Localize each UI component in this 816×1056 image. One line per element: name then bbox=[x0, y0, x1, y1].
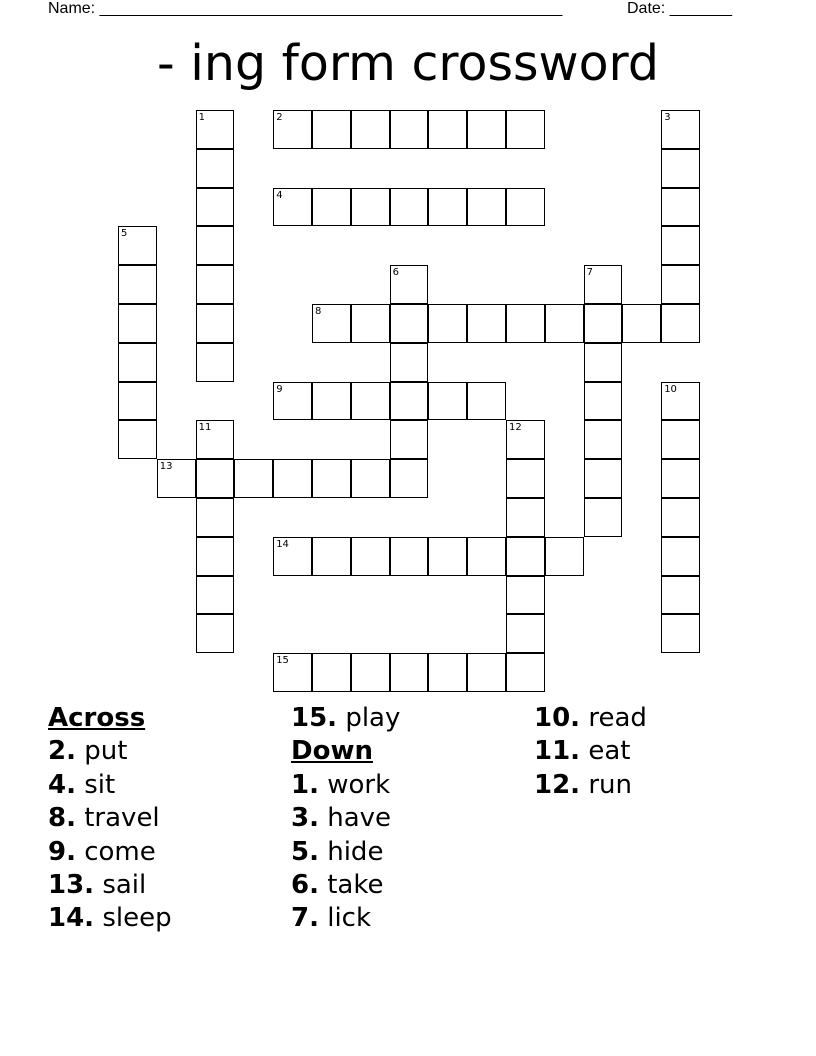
crossword-cell[interactable] bbox=[312, 459, 351, 498]
clue-item-text: travel bbox=[84, 803, 160, 834]
crossword-cell[interactable] bbox=[390, 382, 429, 421]
clue-section-heading: Across bbox=[48, 703, 146, 733]
clue-item-text: sleep bbox=[102, 903, 172, 934]
clue-item bbox=[48, 902, 288, 935]
clue-number: 1 bbox=[198, 112, 205, 123]
crossword-cell[interactable] bbox=[390, 265, 429, 304]
crossword-cell[interactable] bbox=[467, 653, 506, 692]
crossword-cell[interactable] bbox=[506, 498, 545, 537]
crossword-cell[interactable] bbox=[661, 459, 700, 498]
crossword-cell[interactable] bbox=[506, 576, 545, 615]
crossword-cell[interactable] bbox=[351, 382, 390, 421]
crossword-cell[interactable] bbox=[273, 382, 312, 421]
crossword-cell[interactable] bbox=[506, 110, 545, 149]
crossword-cell[interactable] bbox=[467, 382, 506, 421]
clue-item bbox=[48, 836, 288, 869]
crossword-cell[interactable] bbox=[506, 459, 545, 498]
clue-item bbox=[291, 802, 531, 835]
crossword-cell[interactable] bbox=[118, 304, 157, 343]
clue-item bbox=[291, 702, 531, 735]
crossword-cell[interactable] bbox=[196, 498, 235, 537]
clue-item bbox=[534, 769, 774, 802]
clue-number: 7 bbox=[586, 267, 593, 279]
crossword-cell[interactable] bbox=[312, 653, 351, 692]
clue-item-text: take bbox=[327, 869, 384, 900]
crossword-cell[interactable] bbox=[273, 110, 312, 149]
crossword-cell[interactable] bbox=[273, 459, 312, 498]
crossword-cell[interactable] bbox=[196, 188, 235, 227]
clue-item-number: 15. bbox=[291, 703, 338, 733]
crossword-cell[interactable] bbox=[312, 110, 351, 149]
crossword-cell[interactable] bbox=[622, 304, 661, 343]
clue-item bbox=[291, 869, 531, 902]
crossword-cell[interactable] bbox=[390, 110, 429, 149]
crossword-cell[interactable] bbox=[428, 382, 467, 421]
crossword-cell[interactable] bbox=[506, 614, 545, 653]
clue-item-text: hide bbox=[327, 836, 384, 867]
crossword-cell[interactable] bbox=[351, 304, 390, 343]
clue-item bbox=[48, 769, 288, 802]
clue-item-number: 9. bbox=[48, 836, 76, 867]
crossword-cell[interactable] bbox=[584, 382, 623, 421]
clue-column-2 bbox=[291, 702, 531, 936]
clue-item-text: sit bbox=[84, 769, 116, 800]
clue-item-number: 13. bbox=[48, 869, 95, 900]
crossword-cell[interactable] bbox=[351, 537, 390, 576]
crossword-cell[interactable] bbox=[312, 382, 351, 421]
crossword-cell[interactable] bbox=[506, 188, 545, 227]
crossword-cell[interactable] bbox=[545, 304, 584, 343]
crossword-cell[interactable] bbox=[196, 576, 235, 615]
crossword-cell[interactable] bbox=[584, 498, 623, 537]
crossword-cell[interactable] bbox=[196, 226, 235, 265]
crossword-cell[interactable] bbox=[467, 110, 506, 149]
crossword-cell[interactable] bbox=[428, 110, 467, 149]
crossword-cell[interactable] bbox=[312, 304, 351, 343]
crossword-cell[interactable] bbox=[196, 265, 235, 304]
crossword-cell[interactable] bbox=[545, 537, 584, 576]
crossword-cell[interactable] bbox=[390, 653, 429, 692]
crossword-cell[interactable] bbox=[506, 304, 545, 343]
crossword-cell[interactable] bbox=[351, 188, 390, 227]
crossword-cell[interactable] bbox=[118, 382, 157, 421]
crossword-cell[interactable] bbox=[661, 614, 700, 653]
clue-item-text: have bbox=[327, 803, 392, 834]
crossword-cell[interactable] bbox=[584, 265, 623, 304]
crossword-cell[interactable] bbox=[312, 537, 351, 576]
crossword-cell[interactable] bbox=[506, 537, 545, 576]
clue-column-3 bbox=[534, 702, 774, 802]
crossword-cell[interactable] bbox=[584, 304, 623, 343]
clue-column-1 bbox=[48, 702, 288, 936]
crossword-cell[interactable] bbox=[428, 653, 467, 692]
clue-item bbox=[291, 902, 531, 935]
clue-item bbox=[291, 769, 531, 802]
clue-item-text: play bbox=[345, 703, 401, 733]
clue-item-text: read bbox=[588, 703, 647, 733]
clue-item-number: 11. bbox=[534, 736, 581, 767]
clue-item bbox=[48, 735, 288, 768]
crossword-cell[interactable] bbox=[351, 459, 390, 498]
crossword-cell[interactable] bbox=[273, 188, 312, 227]
clue-number: 15 bbox=[276, 655, 289, 667]
crossword-cell[interactable] bbox=[157, 459, 196, 498]
crossword-cell[interactable] bbox=[390, 343, 429, 382]
crossword-cell[interactable] bbox=[390, 188, 429, 227]
date-field-label: Date: _______ bbox=[627, 0, 732, 17]
crossword-cell[interactable] bbox=[661, 576, 700, 615]
clue-number: 8 bbox=[315, 306, 322, 317]
crossword-cell[interactable] bbox=[467, 188, 506, 227]
crossword-cell[interactable] bbox=[312, 188, 351, 227]
clue-item-number: 4. bbox=[48, 769, 76, 800]
clue-item-text: sail bbox=[102, 869, 147, 900]
crossword-cell[interactable] bbox=[196, 614, 235, 653]
clue-item-text: work bbox=[327, 769, 391, 800]
clue-number: 6 bbox=[392, 267, 399, 279]
clue-item-number: 5. bbox=[291, 836, 319, 867]
crossword-cell[interactable] bbox=[196, 110, 235, 149]
clue-number: 5 bbox=[121, 228, 128, 240]
crossword-cell[interactable] bbox=[428, 188, 467, 227]
crossword-cell[interactable] bbox=[118, 226, 157, 265]
clue-item-number: 6. bbox=[291, 869, 319, 900]
clue-number: 10 bbox=[664, 383, 677, 395]
clue-number: 14 bbox=[276, 538, 289, 550]
crossword-cell[interactable] bbox=[428, 304, 467, 343]
crossword-cell[interactable] bbox=[584, 343, 623, 382]
clue-section-heading: Down bbox=[291, 736, 373, 767]
clue-item-text: run bbox=[588, 769, 632, 800]
crossword-cell[interactable] bbox=[390, 459, 429, 498]
crossword-cell[interactable] bbox=[506, 420, 545, 459]
crossword-cell[interactable] bbox=[351, 110, 390, 149]
crossword-cell[interactable] bbox=[467, 537, 506, 576]
crossword-cell[interactable] bbox=[390, 304, 429, 343]
clue-item-text: lick bbox=[327, 903, 372, 934]
crossword-cell[interactable] bbox=[234, 459, 273, 498]
crossword-cell[interactable] bbox=[428, 537, 467, 576]
clue-number: 11 bbox=[198, 422, 212, 434]
crossword-cell[interactable] bbox=[196, 459, 235, 498]
crossword-cell[interactable] bbox=[118, 420, 157, 459]
crossword-cell[interactable] bbox=[273, 653, 312, 692]
clue-item-number: 8. bbox=[48, 803, 76, 834]
crossword-cell[interactable] bbox=[661, 382, 700, 421]
crossword-cell[interactable] bbox=[351, 653, 390, 692]
clue-item-number: 10. bbox=[534, 703, 581, 733]
clue-item-number: 2. bbox=[48, 736, 76, 767]
crossword-cell[interactable] bbox=[584, 459, 623, 498]
page-title: - ing form crossword bbox=[157, 35, 659, 92]
clue-item bbox=[48, 802, 288, 835]
crossword-cell[interactable] bbox=[390, 420, 429, 459]
crossword-cell[interactable] bbox=[273, 537, 312, 576]
clue-item-text: put bbox=[84, 736, 128, 767]
crossword-cell[interactable] bbox=[661, 304, 700, 343]
clue-item-number: 14. bbox=[48, 903, 95, 934]
clue-item bbox=[534, 735, 774, 768]
name-field-label: Name: ____________________________________________________ bbox=[48, 0, 563, 17]
clue-item-number: 7. bbox=[291, 903, 319, 934]
clue-item-text: come bbox=[84, 836, 156, 867]
clue-number: 13 bbox=[159, 461, 173, 473]
clue-number: 9 bbox=[276, 383, 283, 395]
crossword-cell[interactable] bbox=[196, 420, 235, 459]
clue-item bbox=[534, 702, 774, 735]
crossword-cell[interactable] bbox=[196, 343, 235, 382]
clue-item-number: 1. bbox=[291, 769, 319, 800]
clue-item-text: eat bbox=[588, 736, 631, 767]
crossword-cell[interactable] bbox=[661, 265, 700, 304]
clue-number: 12 bbox=[509, 422, 522, 434]
clue-number: 3 bbox=[664, 112, 671, 123]
crossword-cell[interactable] bbox=[118, 265, 157, 304]
crossword-cell[interactable] bbox=[390, 537, 429, 576]
crossword-cell[interactable] bbox=[661, 110, 700, 149]
crossword-cell[interactable] bbox=[661, 498, 700, 537]
crossword-cell[interactable] bbox=[506, 653, 545, 692]
clue-item bbox=[48, 869, 288, 902]
crossword-cell[interactable] bbox=[196, 304, 235, 343]
crossword-cell[interactable] bbox=[584, 420, 623, 459]
crossword-cell[interactable] bbox=[196, 149, 235, 188]
crossword-cell[interactable] bbox=[196, 537, 235, 576]
crossword-cell[interactable] bbox=[661, 420, 700, 459]
clue-item-number: 3. bbox=[291, 803, 319, 834]
crossword-cell[interactable] bbox=[661, 226, 700, 265]
clue-number: 4 bbox=[276, 189, 283, 201]
clue-item bbox=[291, 836, 531, 869]
crossword-cell[interactable] bbox=[118, 343, 157, 382]
crossword-cell[interactable] bbox=[661, 149, 700, 188]
crossword-cell[interactable] bbox=[661, 188, 700, 227]
clue-number: 2 bbox=[276, 112, 283, 123]
crossword-cell[interactable] bbox=[661, 537, 700, 576]
crossword-cell[interactable] bbox=[467, 304, 506, 343]
clue-item-number: 12. bbox=[534, 769, 581, 800]
